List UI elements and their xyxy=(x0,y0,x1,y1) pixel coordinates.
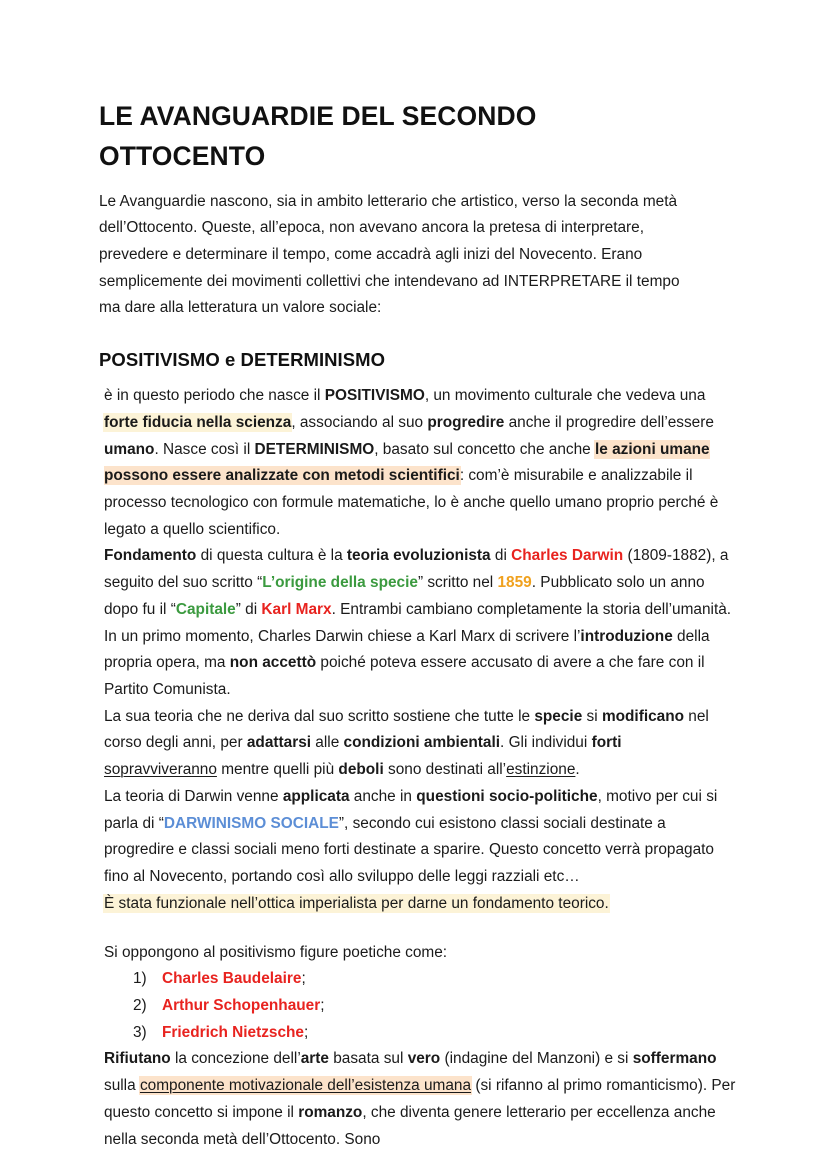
paragraph-rifiutano xyxy=(104,1046,736,1153)
term-forti: forti xyxy=(591,734,622,752)
term-umano: umano xyxy=(104,440,155,458)
text-run: , associando al suo xyxy=(291,413,428,431)
poet-name: Friedrich Nietzsche xyxy=(162,1023,304,1041)
term-specie: specie xyxy=(534,707,583,725)
intro-text: Le Avanguardie nascono, sia in ambito letterario che artistico, verso la seconda metà dell’Ottocento. Queste, all’epoca, non avevano ancora la pretesa di interpretare, prevedere e determinare il tempo, come accadrà agli inizi del Novecento. Erano semplicemente dei movimenti collettivi che intendevano ad INTERPRETARE il tempo ma dare alla letteratura un valore sociale: xyxy=(99,192,680,317)
term-introduzione: introduzione xyxy=(580,627,673,645)
highlight-forte-fiducia: forte fiducia nella scienza xyxy=(104,413,292,431)
term-positivismo: POSITIVISMO xyxy=(324,387,425,405)
poet-name: Charles Baudelaire xyxy=(162,970,302,988)
poet-name: Arthur Schopenhauer xyxy=(162,996,321,1014)
text-run: , basato sul concetto che anche xyxy=(374,440,595,458)
work-capitale: Capitale xyxy=(175,600,236,618)
term-vero: vero xyxy=(407,1050,441,1068)
text-run: ” di xyxy=(235,600,262,618)
list-separator: ; xyxy=(303,1023,309,1041)
list-marker: 1) xyxy=(133,970,147,988)
text-run: si xyxy=(582,707,602,725)
name-charles-darwin: Charles Darwin xyxy=(511,547,624,565)
list-marker: 3) xyxy=(133,1023,147,1041)
paragraph-imperialista xyxy=(104,891,736,918)
page-title: LE AVANGUARDIE DEL SECONDO OTTOCENTO xyxy=(99,101,537,172)
term-modificano: modificano xyxy=(601,707,685,725)
text-run: ” scritto nel xyxy=(417,574,498,592)
paragraph-spacer xyxy=(104,918,736,940)
text-run: (si rifanno al primo romanticismo). Per questo concetto si impone il xyxy=(104,1077,736,1121)
intro-paragraph xyxy=(99,189,699,323)
term-teoria-evoluzionista: teoria evoluzionista xyxy=(346,547,491,565)
text-run: . Gli individui xyxy=(500,734,592,752)
text-run: . xyxy=(575,761,580,779)
paragraph-specie xyxy=(104,704,736,784)
text-run: poiché poteva essere accusato di avere a che fare con il Partito Comunista. xyxy=(104,654,705,699)
text-run: sono destinati all’ xyxy=(383,761,507,779)
list-item xyxy=(104,1020,736,1047)
text-run: nel corso degli anni, per xyxy=(104,707,709,752)
text-run: La sua teoria che ne deriva dal suo scritto sostiene che tutte le xyxy=(104,707,535,725)
text-run: di xyxy=(490,547,512,565)
text-run: di questa cultura è la xyxy=(196,547,347,565)
underline-sopravviveranno: sopravviveranno xyxy=(104,761,217,779)
text-run: è in questo periodo che nasce il xyxy=(104,387,325,405)
text-run: ”, secondo cui esistono classi sociali destinate a progredire e classi sociali meno forti destinate a sparire. Questo concetto verrà propagato fino al Novecento, portando così allo sviluppo delle leggi razziali etc… xyxy=(104,814,714,886)
paragraph-fondamento xyxy=(104,543,736,623)
text-run: , che diventa genere letterario per eccellenza anche nella seconda metà dell’Ottocento. Sono xyxy=(104,1103,716,1148)
list-item xyxy=(104,993,736,1020)
text-run: (indagine del Manzoni) e si xyxy=(440,1050,633,1068)
text-run: basata sul xyxy=(328,1050,408,1068)
closing-block xyxy=(104,1046,736,1153)
term-adattarsi: adattarsi xyxy=(246,734,312,752)
term-progredire: progredire xyxy=(427,413,505,431)
highlight-componente-motivazionale: componente motivazionale dell’esistenza umana xyxy=(139,1077,472,1095)
highlight-azioni-umane: le azioni umane possono essere analizzate con metodi scientifici xyxy=(104,440,710,485)
term-determinismo: DETERMINISMO xyxy=(254,440,375,458)
text-run: la concezione dell’ xyxy=(170,1050,301,1068)
year-1859: 1859 xyxy=(497,574,532,592)
paragraph-positivismo xyxy=(104,383,736,543)
list-separator: ; xyxy=(301,970,306,988)
text-run: . Pubblicato solo un anno dopo fu il “ xyxy=(104,574,705,618)
text-run: della propria opera, ma xyxy=(104,627,710,672)
text-run: sulla xyxy=(104,1077,140,1095)
term-arte: arte xyxy=(300,1050,329,1068)
highlight-funzionale-imperialista: È stata funzionale nell’ottica imperialista per darne un fondamento teorico. xyxy=(104,894,609,912)
text-run: : com’è misurabile e analizzabile il processo tecnologico con formule matematiche, lo è anche quello umano proprio perché è legato a quello scientifico. xyxy=(104,467,719,538)
term-romanzo: romanzo xyxy=(298,1103,363,1121)
term-rifiutano: Rifiutano xyxy=(104,1050,171,1068)
list-item xyxy=(104,966,736,993)
term-deboli: deboli xyxy=(338,761,384,779)
term-non-accetto: non accettò xyxy=(229,654,317,672)
text-run: . Nasce così il xyxy=(154,440,255,458)
work-origine-della-specie: L’origine della specie xyxy=(262,574,418,592)
text-run: , motivo per cui si parla di “ xyxy=(104,787,718,832)
list-intro-text: Si oppongono al positivismo figure poetiche come: xyxy=(104,943,448,961)
term-questioni-socio-politiche: questioni socio-politiche xyxy=(416,787,598,805)
name-karl-marx: Karl Marx xyxy=(261,600,332,618)
term-condizioni-ambientali: condizioni ambientali xyxy=(343,734,501,752)
text-run: anche il progredire dell’essere xyxy=(504,413,714,431)
text-run: (1809-1882), a seguito del suo scritto “ xyxy=(104,547,729,592)
list-separator: ; xyxy=(320,996,325,1014)
section-heading-positivismo: POSITIVISMO e DETERMINISMO xyxy=(99,349,386,371)
poets-list xyxy=(104,966,736,1046)
text-run: In un primo momento, Charles Darwin chiese a Karl Marx di scrivere l’ xyxy=(104,627,581,645)
term-darwinismo-sociale: DARWINISMO SOCIALE xyxy=(163,814,339,832)
text-run: , un movimento culturale che vedeva una xyxy=(424,387,706,405)
text-run: . Entrambi cambiano completamente la storia dell’umanità. xyxy=(331,600,732,618)
section-body xyxy=(99,383,736,1153)
list-marker: 2) xyxy=(133,996,147,1014)
term-applicata: applicata xyxy=(282,787,350,805)
text-run: alle xyxy=(311,734,344,752)
paragraph-introduzione xyxy=(104,624,736,704)
paragraph-darwinismo-sociale xyxy=(104,784,736,891)
text-run: anche in xyxy=(349,787,417,805)
term-soffermano: soffermano xyxy=(632,1050,717,1068)
term-fondamento: Fondamento xyxy=(104,547,197,565)
text-run: La teoria di Darwin venne xyxy=(104,787,283,805)
text-run: mentre quelli più xyxy=(216,761,339,779)
underline-estinzione: estinzione xyxy=(506,761,576,779)
